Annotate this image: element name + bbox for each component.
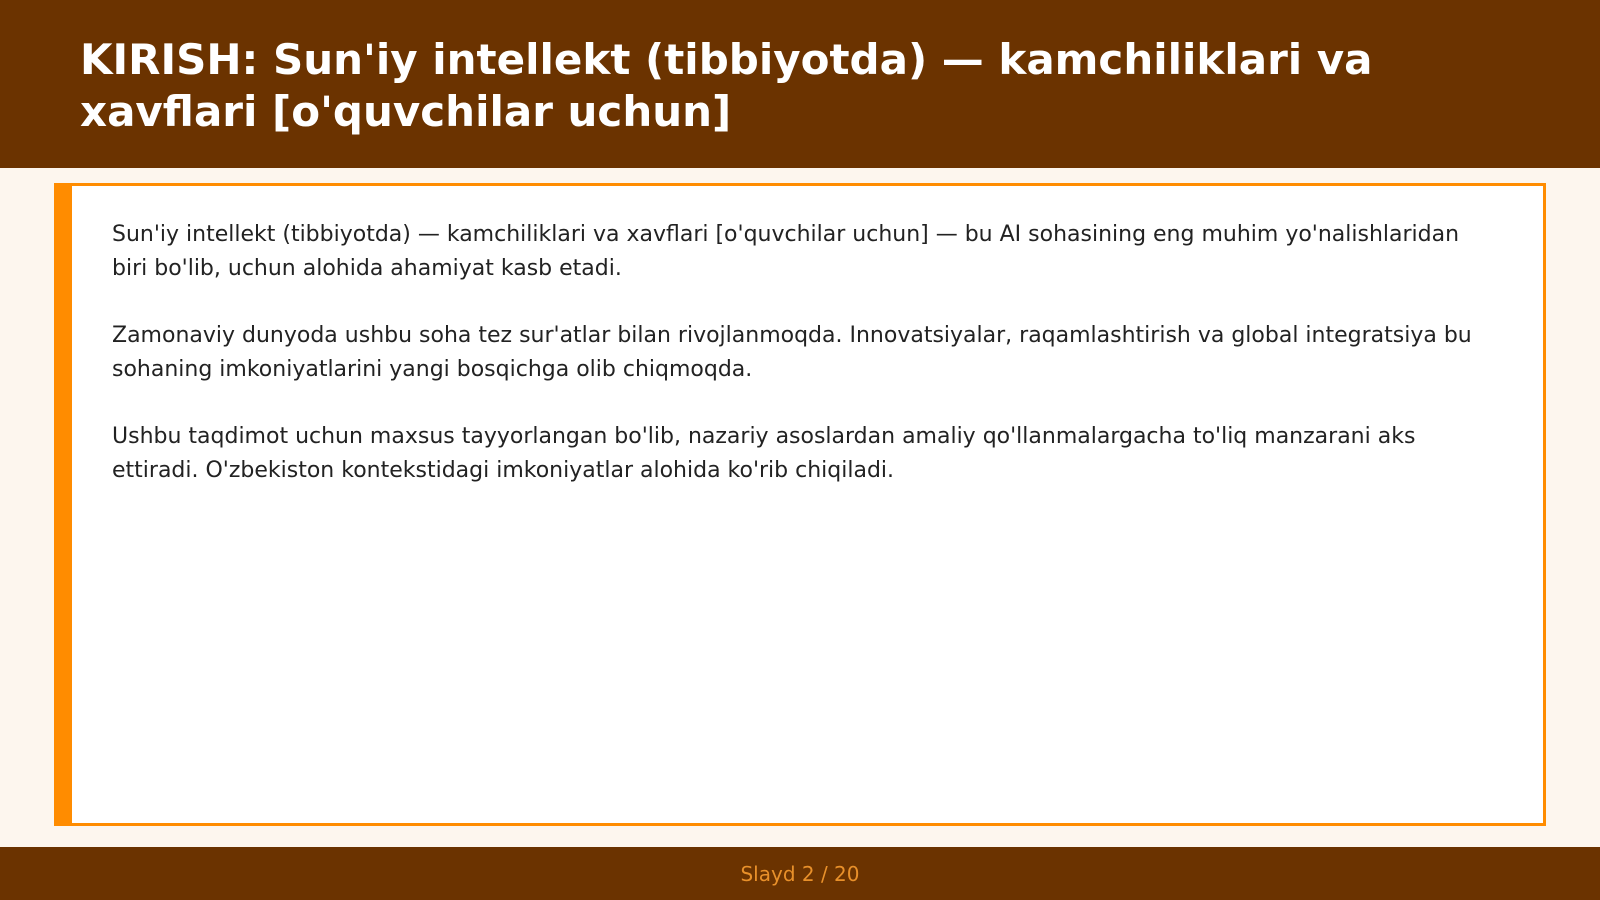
slide-header — [0, 0, 1600, 168]
slide-footer — [0, 847, 1600, 900]
slide-title: KIRISH: Sun'iy intellekt (tibbiyotda) — kamchiliklari va xavflari [o'quvchilar uchun] — [80, 35, 1373, 136]
content-panel — [54, 183, 1546, 826]
paragraph-presentation: Ushbu taqdimot uchun maxsus tayyorlangan bo'lib, nazariy asoslardan amaliy qo'llanmalargacha to'liq manzarani aks ettiradi. O'zbekiston kontekstidagi imkoniyatlar alohida ko'rib chiqiladi. — [112, 424, 1416, 483]
slide-number: Slayd 2 / 20 — [740, 861, 860, 886]
paragraph-modern-world: Zamonaviy dunyoda ushbu soha tez sur'atlar bilan rivojlanmoqda. Innovatsiyalar, raqamlashtirish va global integratsiya bu sohaning imkoniyatlarini yangi bosqichga olib chiqmoqda. — [112, 323, 1472, 382]
paragraph-intro: Sun'iy intellekt (tibbiyotda) — kamchiliklari va xavflari [o'quvchilar uchun] — bu AI sohasining eng muhim yo'nalishlaridan biri bo'lib, uchun alohida ahamiyat kasb etadi. — [112, 222, 1460, 281]
